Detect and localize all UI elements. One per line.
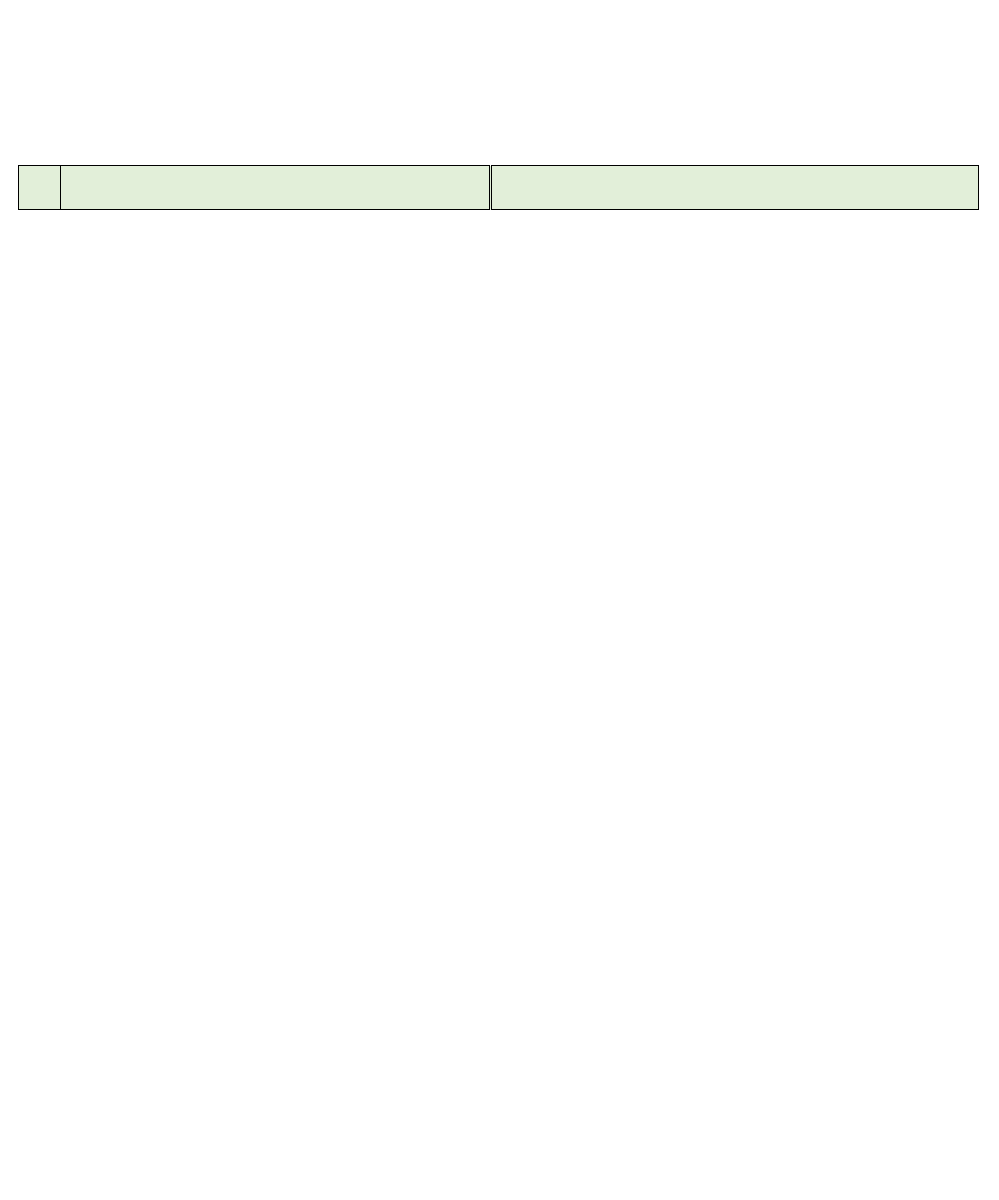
venue-schedule-table — [18, 165, 979, 210]
col-header-period — [491, 166, 979, 210]
col-header-no — [19, 166, 61, 210]
table-header-row — [19, 166, 979, 210]
col-header-venue — [61, 166, 491, 210]
